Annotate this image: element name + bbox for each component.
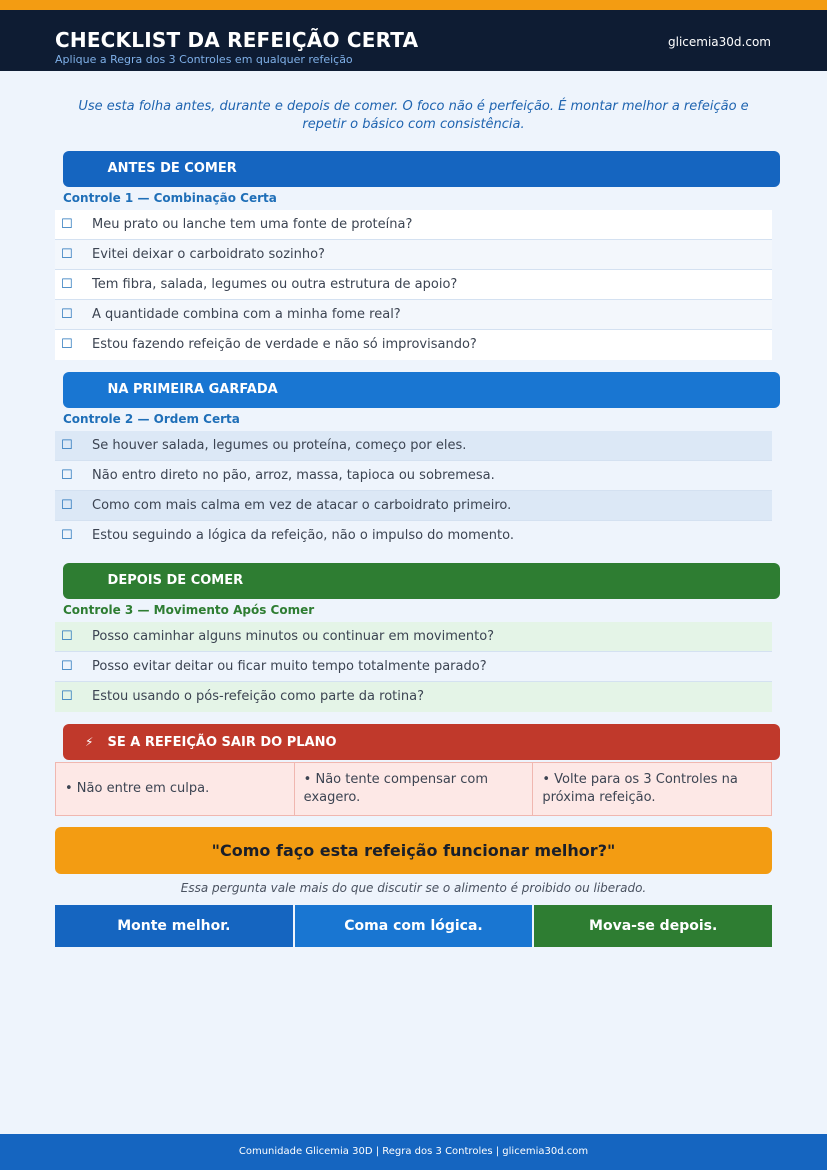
checkbox-icon[interactable]: ☐	[61, 307, 73, 322]
key-question-note: Essa pergunta vale mais do que discutir se o alimento é proibido ou liberado.	[180, 881, 647, 895]
intro-text: Use esta folha antes, durante e depois de comer. O foco não é perfeição. É montar melhor a refeição e repetir o básico com consistência.	[78, 99, 749, 132]
checklist-item[interactable]: ☐ Estou usando o pós-refeição como parte da rotina?	[55, 682, 772, 712]
checkbox-icon[interactable]: ☐	[61, 438, 73, 453]
checklist-item[interactable]: ☐ Posso evitar deitar ou ficar muito tempo totalmente parado?	[55, 652, 772, 682]
checklist-first-bite	[55, 431, 772, 551]
lightning-icon: ⚡	[85, 735, 94, 749]
checklist-item[interactable]: ☐ Estou fazendo refeição de verdade e não só improvisando?	[55, 330, 772, 360]
control-2-title: Controle 2 — Ordem Certa	[63, 412, 240, 426]
checkbox-icon[interactable]: ☐	[61, 247, 73, 262]
checklist-item[interactable]: ☐ Se houver salada, legumes ou proteína, começo por eles.	[55, 431, 772, 461]
off-plan-tips	[55, 762, 772, 816]
off-plan-tip: • Não entre em culpa.	[56, 763, 295, 815]
section-heading: SE A REFEIÇÃO SAIR DO PLANO	[107, 735, 337, 750]
section-heading: NA PRIMEIRA GARFADA	[107, 382, 278, 397]
page-subtitle: Aplique a Regra dos 3 Controles em qualquer refeição	[55, 53, 353, 66]
control-3-title: Controle 3 — Movimento Após Comer	[63, 603, 315, 617]
checkbox-icon[interactable]: ☐	[61, 528, 73, 543]
site-url: glicemia30d.com	[668, 35, 771, 49]
checklist-item[interactable]: ☐ Tem fibra, salada, legumes ou outra estrutura de apoio?	[55, 270, 772, 300]
top-accent-stripe	[0, 0, 827, 10]
checklist-item[interactable]: ☐ Posso caminhar alguns minutos ou continuar em movimento?	[55, 622, 772, 652]
checklist-item[interactable]: ☐ Evitei deixar o carboidrato sozinho?	[55, 240, 772, 270]
control-1-title: Controle 1 — Combinação Certa	[63, 191, 277, 205]
summary-move-after: Mova-se depois.	[534, 905, 772, 947]
summary-eat-logic: Coma com lógica.	[295, 905, 535, 947]
page-footer: Comunidade Glicemia 30D | Regra dos 3 Controles | glicemia30d.com	[0, 1134, 827, 1170]
checkbox-icon[interactable]: ☐	[61, 337, 73, 352]
checklist-item[interactable]: ☐ Estou seguindo a lógica da refeição, não o impulso do momento.	[55, 521, 772, 551]
checklist-before-eating	[55, 210, 772, 360]
checkbox-icon[interactable]: ☐	[61, 277, 73, 292]
section-after-eating-header	[63, 563, 780, 599]
summary-build-better: Monte melhor.	[55, 905, 295, 947]
page-title: CHECKLIST DA REFEIÇÃO CERTA	[55, 28, 419, 52]
section-heading: ANTES DE COMER	[107, 161, 237, 176]
section-heading: DEPOIS DE COMER	[107, 573, 244, 588]
section-first-bite-header	[63, 372, 780, 408]
checklist-item[interactable]: ☐ A quantidade combina com a minha fome real?	[55, 300, 772, 330]
checkbox-icon[interactable]: ☐	[61, 629, 73, 644]
summary-strip	[55, 905, 772, 947]
off-plan-tip: • Não tente compensar com exagero.	[295, 763, 534, 815]
section-off-plan-header	[63, 724, 780, 760]
page-header	[0, 10, 827, 71]
section-before-eating-header	[63, 151, 780, 187]
checkbox-icon[interactable]: ☐	[61, 498, 73, 513]
checkbox-icon[interactable]: ☐	[61, 468, 73, 483]
checkbox-icon[interactable]: ☐	[61, 689, 73, 704]
key-question-banner: "Como faço esta refeição funcionar melhor?"	[55, 827, 772, 874]
checklist-item[interactable]: ☐ Não entro direto no pão, arroz, massa, tapioca ou sobremesa.	[55, 461, 772, 491]
checkbox-icon[interactable]: ☐	[61, 659, 73, 674]
checklist-item[interactable]: ☐ Como com mais calma em vez de atacar o carboidrato primeiro.	[55, 491, 772, 521]
checklist-after-eating	[55, 622, 772, 712]
off-plan-tip: • Volte para os 3 Controles na próxima refeição.	[542, 772, 738, 805]
checkbox-icon[interactable]: ☐	[61, 217, 73, 232]
checklist-item[interactable]: ☐ Meu prato ou lanche tem uma fonte de proteína?	[55, 210, 772, 240]
